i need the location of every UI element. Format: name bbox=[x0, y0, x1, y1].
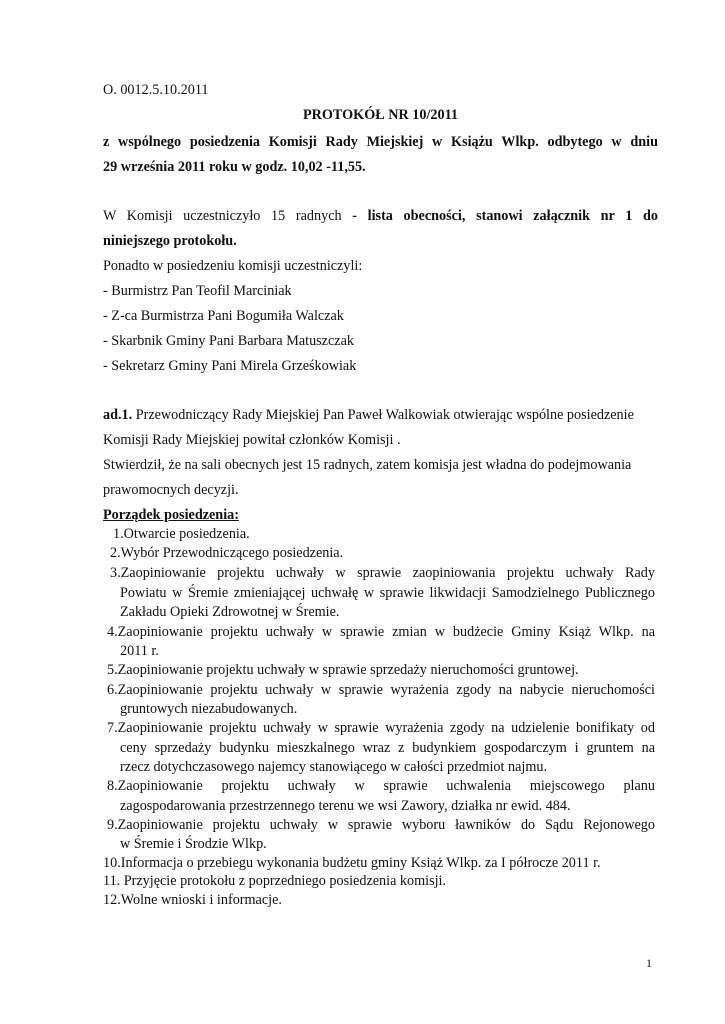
agenda-item: 9.Zaopiniowanie projektu uchwały w sprawie wyboru ławników do Sądu Rejonowego bbox=[107, 817, 655, 833]
ad1-line-4: prawomocnych decyzji. bbox=[103, 482, 239, 498]
attendance-plain: W Komisji uczestniczyło 15 radnych bbox=[103, 208, 342, 224]
subtitle-line-2: 29 września 2011 roku w godz. 10,02 -11,55. bbox=[103, 159, 366, 175]
agenda-item: 6.Zaopiniowanie projektu uchwały w sprawie wyrażenia zgody na nabycie nieruchomości bbox=[107, 682, 655, 698]
agenda-item: 7.Zaopiniowanie projektu uchwały w sprawie wyrażenia zgody na udzielenie bonifikaty od bbox=[107, 720, 655, 736]
agenda-item: 8.Zaopiniowanie projektu uchwały w sprawie uchwalenia miejscowego planu bbox=[107, 778, 655, 794]
attendance-line-2: niniejszego protokołu. bbox=[103, 233, 237, 249]
attendance-line-1 bbox=[103, 206, 658, 226]
agenda-item: 4.Zaopiniowanie projektu uchwały w sprawie zmian w budżecie Gminy Książ Wlkp. na bbox=[107, 624, 655, 640]
agenda-item-cont: w Śremie i Środzie Wlkp. bbox=[120, 836, 267, 852]
also-present-heading: Ponadto w posiedzeniu komisji uczestniczyli: bbox=[103, 258, 363, 274]
ad1-line-1 bbox=[103, 405, 634, 425]
ad1-line-2: Komisji Rady Miejskiej powitał członków Komisji . bbox=[103, 432, 401, 448]
agenda-heading: Porządek posiedzenia: bbox=[103, 507, 239, 523]
agenda-item-cont: Powiatu w Śremie zmieniającej uchwałę w sprawie likwidacji Samodzielnego Publicznego bbox=[120, 585, 655, 601]
agenda-item-cont: Zakładu Opieki Zdrowotnej w Śremie. bbox=[120, 604, 340, 620]
ad1-label: ad.1. bbox=[103, 407, 133, 423]
participant-item: - Sekretarz Gminy Pani Mirela Grześkowiak bbox=[103, 358, 357, 374]
document-title: PROTOKÓŁ NR 10/2011 bbox=[302, 107, 459, 123]
agenda-item-cont: zagospodarowania przestrzennego terenu we wsi Zawory, działka nr ewid. 484. bbox=[120, 798, 571, 814]
agenda-item: 5.Zaopiniowanie projektu uchwały w sprawie sprzedaży nieruchomości gruntowej. bbox=[107, 662, 579, 678]
agenda-item: 12.Wolne wnioski i informacje. bbox=[103, 892, 282, 908]
participant-item: - Burmistrz Pan Teofil Marciniak bbox=[103, 283, 292, 299]
page-number: 1 bbox=[646, 956, 652, 970]
document-reference: O. 0012.5.10.2011 bbox=[103, 82, 209, 98]
subtitle-line-1: z wspólnego posiedzenia Komisji Rady Miejskiej w Książu Wlkp. odbytego w dniu bbox=[103, 134, 658, 150]
ad1-text: Przewodniczący Rady Miejskiej Pan Paweł Walkowiak otwierając wspólne posiedzenie bbox=[132, 407, 634, 423]
agenda-item: 3.Zaopiniowanie projektu uchwały w sprawie zaopiniowania projektu uchwały Rady bbox=[110, 565, 655, 581]
ad1-line-3: Stwierdził, że na sali obecnych jest 15 radnych, zatem komisja jest władna do podejmowania bbox=[103, 457, 632, 473]
agenda-item-cont: rzecz dotychczasowego najemcy stanowiącego w całości przedmiot najmu. bbox=[120, 759, 548, 775]
attendance-bold: - lista obecności, stanowi załącznik nr 1 do bbox=[341, 208, 658, 224]
participant-item: - Z-ca Burmistrza Pani Bogumiła Walczak bbox=[103, 308, 344, 324]
agenda-item-cont: gruntowych niezabudowanych. bbox=[120, 701, 298, 717]
agenda-item-cont: 2011 r. bbox=[120, 643, 159, 659]
participant-item: - Skarbnik Gminy Pani Barbara Matuszczak bbox=[103, 333, 354, 349]
agenda-item-cont: ceny sprzedaży budynku mieszkalnego wraz z budynkiem gospodarczym i gruntem na bbox=[120, 740, 655, 756]
agenda-item: 1.Otwarcie posiedzenia. bbox=[113, 526, 250, 542]
agenda-item: 10.Informacja o przebiegu wykonania budżetu gminy Książ Wlkp. za I półrocze 2011 r. bbox=[103, 855, 601, 871]
agenda-item: 11. Przyjęcie protokołu z poprzedniego posiedzenia komisji. bbox=[103, 873, 447, 889]
agenda-item: 2.Wybór Przewodniczącego posiedzenia. bbox=[110, 545, 344, 561]
